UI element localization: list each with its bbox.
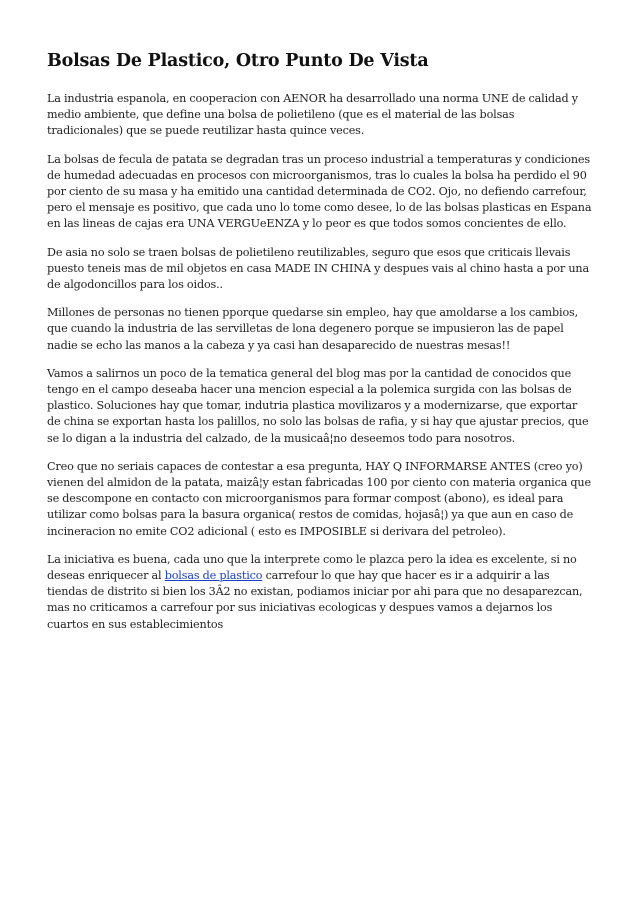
- paragraph-5: Vamos a salirnos un poco de la tematica general del blog mas por la cantidad de conocidos que tengo en el campo deseaba hacer una mencion especial a la polemica surgida con las bolsas de plastico. Soluciones hay que tomar, indutria plastica movilizaros y a modernizarse, que exportar de china se exportan hasta los palillos, no solo las bolsas de rafia, y si hay que ajustar precios, que se lo digan a la industria del calzado, de la musicaâ¦no deseemos todo para nosotros.: [47, 366, 589, 445]
- bolsas-de-plastico-link[interactable]: bolsas de plastico: [164, 569, 263, 583]
- paragraph-6: Creo que no seriais capaces de contestar a esa pregunta, HAY Q INFORMARSE ANTES (creo yo) vienen del almidon de la patata, maizâ¦y estan fabricadas 100 por ciento con materia organica que se descompone en contacto con microorganismos para formar compost (abono), es ideal para utilizar como bolsas para la basura organica( restos de comidas, hojasâ¦) ya que aun en caso de incineracion no emite CO2 adicional ( esto es IMPOSIBLE si derivara del petroleo).: [47, 459, 591, 538]
- paragraph-7-text-before: La iniciativa es buena, cada uno que la interprete como le plazca pero la idea es excelente, si no deseas enriquecer al: [47, 552, 577, 583]
- paragraph-3: De asia no solo se traen bolsas de polietileno reutilizables, seguro que esos que criticais llevais puesto teneis mas de mil objetos en casa MADE IN CHINA y despues vais al chino hasta a por una de algodoncillos para los oidos..: [47, 245, 589, 292]
- document-page: [47, 50, 592, 645]
- paragraph-1: La industria espanola, en cooperacion con AENOR ha desarrollado una norma UNE de calidad y medio ambiente, que define una bolsa de polietileno (que es el material de las bolsas tradicionales) que se puede reutilizar hasta quince veces.: [47, 92, 578, 138]
- paragraph-2: La bolsas de fecula de patata se degradan tras un proceso industrial a temperaturas y condiciones de humedad adecuadas en procesos con microorganismos, tras lo cuales la bolsa ha perdido el 90 por ciento de su masa y ha emitido una cantidad determinada de CO2. Ojo, no defiendo carrefour, pero el mensaje es positivo, que cada uno lo tome como desee, lo de las bolsas plasticas en Espana en las lineas de cajas era UNA VERGUeENZA y lo peor es que todos somos concientes de ello.: [47, 152, 592, 231]
- paragraph-4: Millones de personas no tienen pporque quedarse sin empleo, hay que amoldarse a los cambios, que cuando la industria de las servilletas de lona degenero porque se impusieron las de papel nadie se echo las manos a la cabeza y ya casi han desaparecido de nuestras mesas!!: [47, 306, 579, 352]
- paragraph-7: [47, 552, 592, 633]
- paragraph-7-text-after: carrefour lo que hay que hacer es ir a adquirir a las tiendas de distrito si bien los 3Â2 no existan, podiamos iniciar por ahi para que no desaparezcan, mas no criticamos a carrefour por sus iniciativas ecologicas y despues vamos a dejarnos los cuartos en sus establecimientos: [47, 569, 583, 631]
- document-title: Bolsas De Plastico, Otro Punto De Vista: [47, 51, 429, 71]
